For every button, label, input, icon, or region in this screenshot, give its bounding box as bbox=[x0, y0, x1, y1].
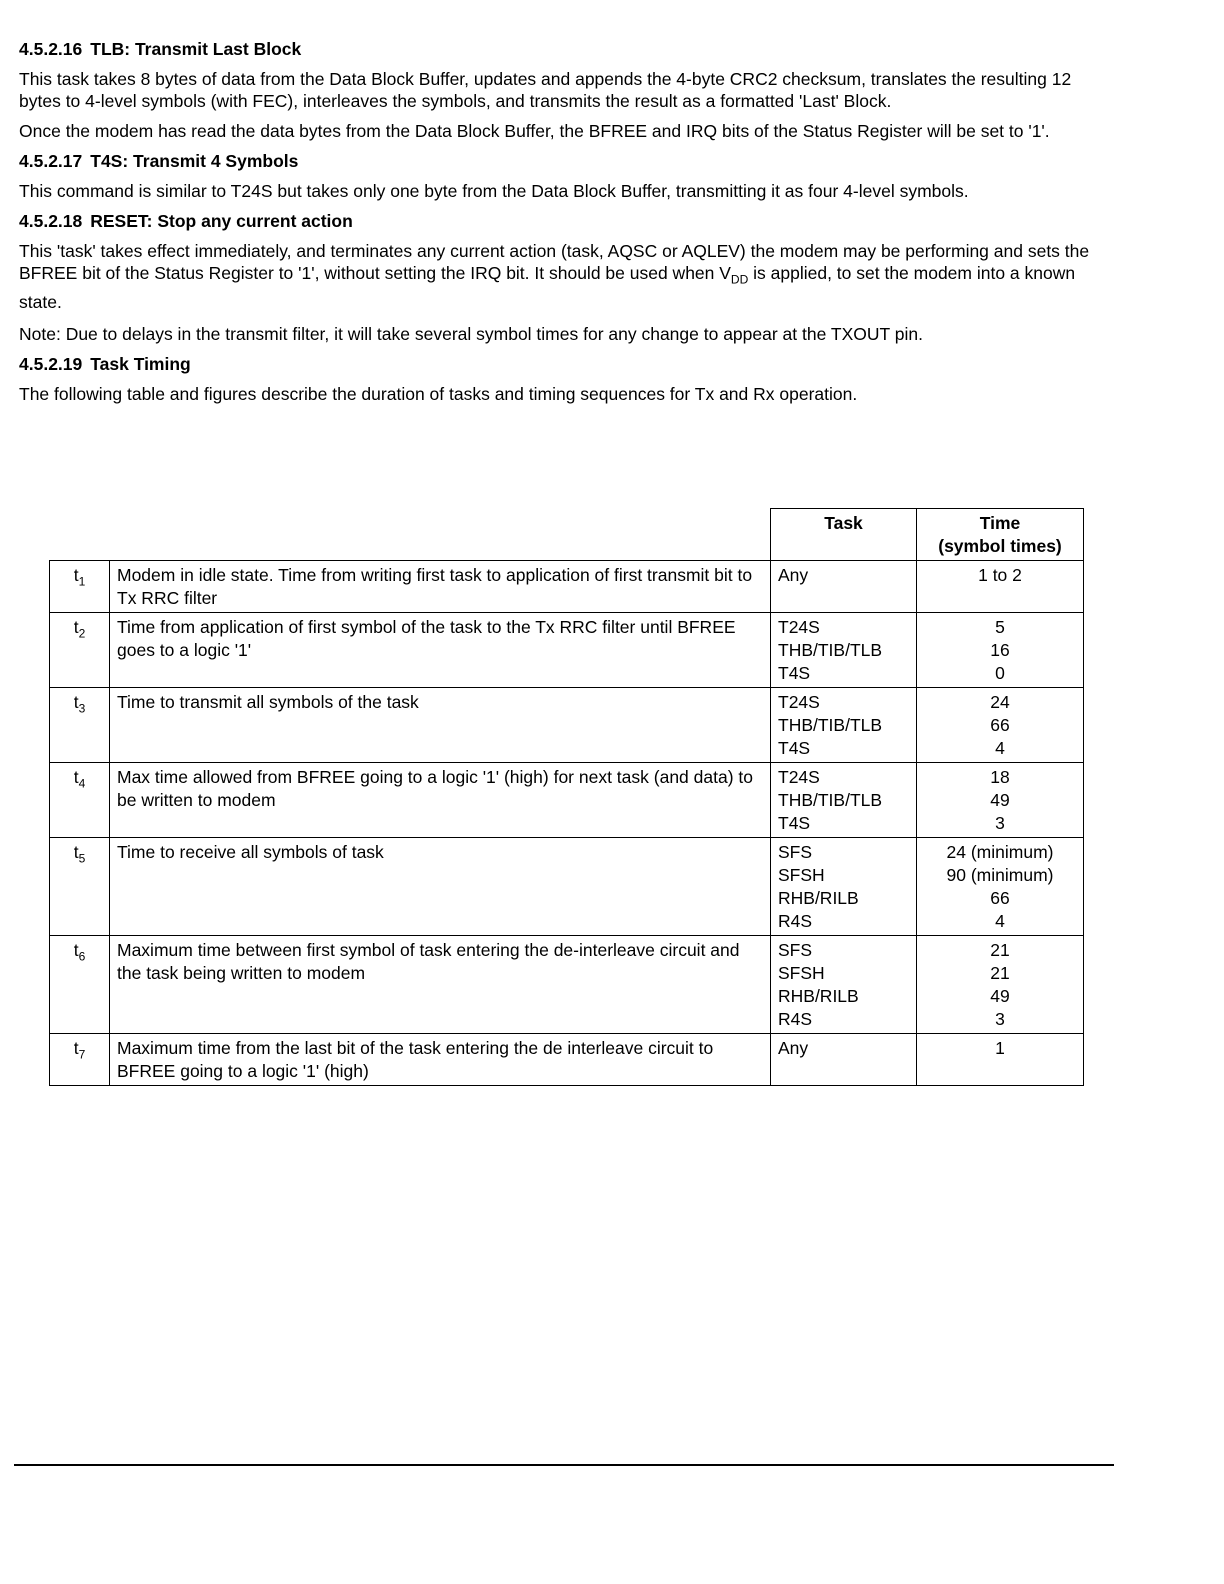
table-row bbox=[50, 613, 1084, 688]
timing-values bbox=[917, 613, 1084, 688]
time-value: 90 (minimum) bbox=[946, 865, 1054, 885]
task-name: RHB/RILB bbox=[778, 888, 859, 908]
timing-description: Modem in idle state. Time from writing first task to application of first transmit bit to Tx RRC filter bbox=[110, 561, 771, 613]
table-row bbox=[50, 763, 1084, 838]
timing-symbol: $t_3$ bbox=[50, 688, 110, 763]
timing-values bbox=[917, 1034, 1084, 1086]
timing-symbol: $t_4$ bbox=[50, 763, 110, 838]
table-row bbox=[50, 688, 1084, 763]
paragraph-reset-note: Note: Due to delays in the transmit filter, it will take several symbol times for any change to appear at the TXOUT pin. bbox=[19, 323, 923, 344]
paragraph-task-timing-intro: The following table and figures describe the duration of tasks and timing sequences for Tx and Rx operation. bbox=[19, 383, 858, 404]
header-task: Task bbox=[771, 509, 917, 561]
task-name: R4S bbox=[778, 1009, 813, 1029]
task-name: T24S bbox=[778, 767, 820, 787]
time-value: 66 bbox=[990, 888, 1010, 908]
timing-tasks bbox=[771, 561, 917, 613]
time-value: 66 bbox=[990, 715, 1010, 735]
time-value: 21 bbox=[990, 940, 1010, 960]
task-name: SFSH bbox=[778, 865, 825, 885]
time-value: 4 bbox=[995, 738, 1005, 758]
paragraph-tlb-status: Once the modem has read the data bytes from the Data Block Buffer, the BFREE and IRQ bits of the Status Register will be set to '1'. bbox=[19, 121, 1050, 141]
table-row bbox=[50, 561, 1084, 613]
task-name: THB/TIB/TLB bbox=[778, 640, 883, 660]
timing-tasks bbox=[771, 688, 917, 763]
task-name: T4S bbox=[778, 738, 811, 758]
section-heading-4-5-2-19: 4.5.2.19 Task Timing bbox=[19, 353, 191, 374]
section-heading-4-5-2-18: 4.5.2.18 RESET: Stop any current action bbox=[19, 211, 353, 231]
header-time: Time (symbol times) bbox=[917, 509, 1084, 561]
timing-values bbox=[917, 763, 1084, 838]
paragraph-reset-description: This 'task' takes effect immediately, and terminates any current action (task, AQSC or AQLEV) the modem may be performing and sets the BFREE bit of the Status Register to '1', without setting the IRQ bit. It should be used when $V_{DD}$ is applied, to set the modem into a known state. bbox=[19, 241, 1090, 312]
timing-tasks bbox=[771, 763, 917, 838]
task-timing-table bbox=[49, 508, 1084, 1086]
task-name: Any bbox=[778, 565, 809, 585]
time-value: 5 bbox=[995, 617, 1005, 637]
timing-tasks bbox=[771, 1034, 917, 1086]
time-value: 16 bbox=[990, 640, 1010, 660]
timing-description: Maximum time from the last bit of the task entering the de interleave circuit to BFREE going to a logic '1' (high) bbox=[110, 1034, 771, 1086]
time-value: 18 bbox=[990, 767, 1010, 787]
time-value: 21 bbox=[990, 963, 1010, 983]
task-name: T4S bbox=[778, 663, 811, 683]
timing-tasks bbox=[771, 838, 917, 936]
table-row bbox=[50, 1034, 1084, 1086]
time-value: 49 bbox=[990, 986, 1010, 1006]
task-name: THB/TIB/TLB bbox=[778, 715, 883, 735]
section-heading-4-5-2-16: 4.5.2.16 TLB: Transmit Last Block bbox=[19, 39, 302, 59]
timing-tasks bbox=[771, 613, 917, 688]
timing-description: Time from application of first symbol of the task to the Tx RRC filter until BFREE goes to a logic '1' bbox=[110, 613, 771, 688]
time-value: 0 bbox=[995, 663, 1005, 683]
timing-values bbox=[917, 561, 1084, 613]
time-value: 24 bbox=[990, 692, 1010, 712]
timing-values bbox=[917, 838, 1084, 936]
table-row bbox=[50, 936, 1084, 1034]
timing-values bbox=[917, 936, 1084, 1034]
timing-description: Maximum time between first symbol of task entering the de-interleave circuit and the task being written to modem bbox=[110, 936, 771, 1034]
timing-symbol: $t_6$ bbox=[50, 936, 110, 1034]
document-page bbox=[19, 38, 1109, 413]
time-value: 3 bbox=[995, 813, 1005, 833]
timing-tasks bbox=[771, 936, 917, 1034]
task-name: SFS bbox=[778, 842, 813, 862]
page-footer-rule bbox=[14, 1464, 1114, 1466]
timing-values bbox=[917, 688, 1084, 763]
task-name: SFSH bbox=[778, 963, 825, 983]
task-name: R4S bbox=[778, 911, 813, 931]
time-value: 3 bbox=[995, 1009, 1005, 1029]
paragraph-t4s-description: This command is similar to T24S but takes only one byte from the Data Block Buffer, transmitting it as four 4-level symbols. bbox=[19, 181, 969, 201]
task-name: THB/TIB/TLB bbox=[778, 790, 883, 810]
time-value: 1 to 2 bbox=[978, 565, 1022, 585]
timing-description: Time to transmit all symbols of the task bbox=[110, 688, 771, 763]
section-heading-4-5-2-17: 4.5.2.17 T4S: Transmit 4 Symbols bbox=[19, 151, 299, 171]
timing-description: Time to receive all symbols of task bbox=[110, 838, 771, 936]
timing-symbol: $t_2$ bbox=[50, 613, 110, 688]
table-body bbox=[50, 561, 1084, 1086]
table-header-row bbox=[50, 509, 1084, 561]
timing-description: Max time allowed from BFREE going to a logic '1' (high) for next task (and data) to be written to modem bbox=[110, 763, 771, 838]
time-value: 24 (minimum) bbox=[946, 842, 1054, 862]
task-name: Any bbox=[778, 1038, 809, 1058]
timing-symbol: $t_5$ bbox=[50, 838, 110, 936]
paragraph-tlb-description: This task takes 8 bytes of data from the Data Block Buffer, updates and appends the 4-byte CRC2 checksum, translates the resulting 12 bytes to 4-level symbols (with FEC), interleaves the symbols, and transmits the result as a formatted 'Last' Block. bbox=[19, 69, 1072, 111]
timing-symbol: $t_1$ bbox=[50, 561, 110, 613]
time-value: 49 bbox=[990, 790, 1010, 810]
table-row bbox=[50, 838, 1084, 936]
task-name: RHB/RILB bbox=[778, 986, 859, 1006]
timing-symbol: $t_7$ bbox=[50, 1034, 110, 1086]
task-name: T24S bbox=[778, 617, 820, 637]
task-name: T24S bbox=[778, 692, 820, 712]
time-value: 1 bbox=[995, 1038, 1005, 1058]
task-name: T4S bbox=[778, 813, 811, 833]
task-name: SFS bbox=[778, 940, 813, 960]
time-value: 4 bbox=[995, 911, 1005, 931]
